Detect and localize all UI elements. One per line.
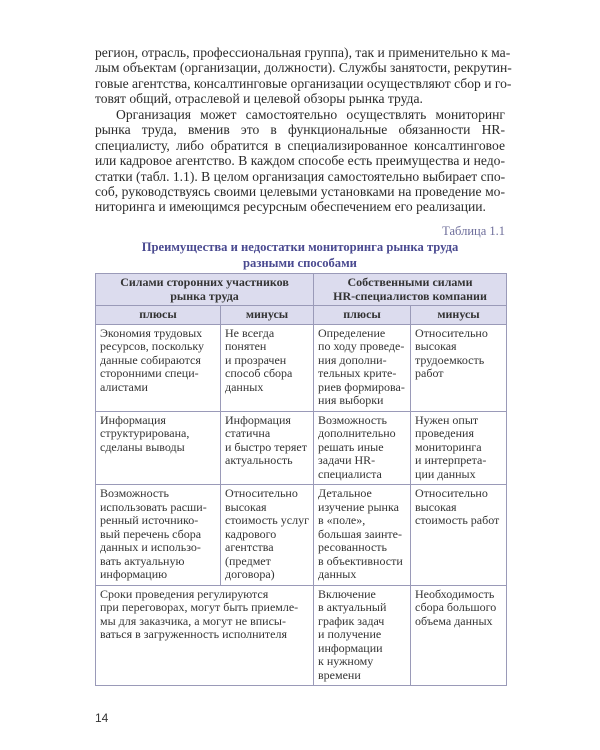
- text-line: Детальное: [318, 486, 372, 500]
- text-line: ния выборки: [318, 393, 384, 407]
- text-line: сделаны выводы: [100, 439, 185, 454]
- text-line: рынка труда, вменив это в функциональные обязанности HR-: [95, 122, 505, 138]
- text-line: Необходимость: [415, 586, 495, 601]
- table-cell: [314, 585, 411, 686]
- text-line: при переговорах, могут быть приемле-: [100, 600, 299, 614]
- text-line: вый перечень сбора: [100, 526, 202, 541]
- table-number: Таблица 1.1: [442, 224, 505, 238]
- text-line: регион, отрасль, профессиональная группа), так и применительно к ма-: [95, 45, 511, 60]
- text-line: товят общий, отраслевой и целевой обзоры рынка труда.: [95, 91, 423, 107]
- text-line: говые агентства, консалтинговые организации осуществляют сбор и го-: [95, 75, 512, 91]
- text-line: понятен: [225, 339, 267, 353]
- text-line: по ходу проведе-: [318, 339, 405, 353]
- table-cell: [314, 411, 411, 485]
- text-line: решать иные: [318, 439, 384, 454]
- table-cell: [314, 324, 411, 411]
- text-line: Относительно: [415, 486, 488, 500]
- group-header-row: [96, 274, 507, 306]
- text-line: информации: [318, 640, 383, 655]
- text-line: ренный источнико-: [100, 513, 199, 527]
- text-line: в объективности: [318, 553, 403, 568]
- sub-header-row: [96, 306, 507, 325]
- text-line: специалисту, либо обратится в специализированное консалтинговое: [95, 137, 505, 153]
- text-line: Нужен опыт: [415, 412, 479, 427]
- text-line: Возможность: [318, 412, 387, 427]
- text-line: тельных крите-: [318, 366, 397, 380]
- text-line: информацию: [100, 567, 168, 581]
- text-line: рынка труда: [170, 288, 239, 303]
- text-line: данных: [225, 379, 264, 394]
- text-line: сбора большого: [415, 600, 497, 614]
- text-line: структурирована,: [100, 426, 190, 440]
- text-line: специалиста: [318, 466, 382, 481]
- text-line: или кадровое агентство. В каждом способе есть преимущества и недо-: [95, 153, 505, 169]
- table-cell: [96, 411, 221, 485]
- text-line: риев формирова-: [318, 379, 405, 394]
- comparison-table: [95, 273, 507, 686]
- text-line: дополнительно: [318, 426, 396, 440]
- table-row: [96, 411, 507, 485]
- text-line: агентства: [225, 540, 274, 554]
- text-line: HR-специалистов компании: [333, 288, 487, 303]
- text-line: мониторинга: [415, 439, 482, 454]
- text-line: вать актуальную: [100, 553, 185, 568]
- text-line: Собственными силами: [347, 275, 473, 289]
- table-cell: [96, 324, 221, 411]
- table-cell: [96, 585, 314, 686]
- table-row: [96, 485, 507, 586]
- table-cell: [411, 585, 507, 686]
- table-caption: [95, 239, 505, 271]
- text-line: в «поле»,: [318, 513, 366, 527]
- group-header-third-party: [96, 274, 314, 306]
- text-line: сторонними специ-: [100, 366, 199, 380]
- text-line: трудоемкость: [415, 352, 485, 367]
- table-cell: [411, 411, 507, 485]
- text-line: Организация может самостоятельно осуществлять мониторинг: [116, 107, 505, 122]
- text-line: данные собираются: [100, 352, 201, 367]
- text-line: Возможность: [100, 486, 169, 500]
- table-row: [96, 324, 507, 411]
- text-line: мы для заказчика, а могут не вписы-: [100, 613, 286, 628]
- text-line: высокая: [225, 499, 267, 514]
- paragraph-2: [95, 107, 505, 215]
- text-line: ресованность: [318, 540, 387, 554]
- text-line: ваться в загруженность исполнителя: [100, 627, 287, 641]
- text-line: способ сбора: [225, 366, 293, 380]
- text-line: Включение: [318, 586, 376, 601]
- table-cell: [221, 485, 314, 586]
- text-line: статична: [225, 426, 271, 440]
- text-line: Определение: [318, 325, 386, 340]
- text-line: Силами сторонних участников: [120, 275, 289, 289]
- text-line: ниторинга и имеющимся ресурсным обеспечением его реализации.: [95, 199, 486, 215]
- text-line: Экономия трудовых: [100, 325, 203, 340]
- table-cell: [221, 411, 314, 485]
- text-line: изучение рынка: [318, 499, 399, 514]
- sub-header-cons: минусы: [411, 306, 507, 325]
- text-line: объема данных: [415, 613, 493, 628]
- text-line: данных: [318, 567, 357, 581]
- text-line: статки (табл. 1.1). В целом организация самостоятельно выбирает спо-: [95, 168, 506, 184]
- text-line: (предмет: [225, 553, 271, 568]
- text-line: в актуальный: [318, 600, 387, 614]
- text-line: актуальность: [225, 453, 293, 467]
- text-line: Сроки проведения регулируются: [100, 586, 269, 601]
- table-cell: [314, 485, 411, 586]
- caption-line: Преимущества и недостатки мониторинга рынка труда: [141, 240, 459, 254]
- text-line: и получение: [318, 627, 382, 641]
- paragraph-1: [95, 45, 512, 107]
- caption-line: разными способами: [243, 256, 357, 270]
- text-line: алистами: [100, 379, 148, 394]
- text-line: данных и использо-: [100, 540, 201, 554]
- sub-header-pros: плюсы: [96, 306, 221, 325]
- text-line: стоимость услуг: [225, 513, 310, 527]
- text-line: высокая: [415, 339, 457, 353]
- text-line: работ: [415, 366, 444, 380]
- text-line: график задач: [318, 613, 385, 628]
- table-cell: [411, 485, 507, 586]
- table-cell: [411, 324, 507, 411]
- text-line: кадрового: [225, 526, 277, 541]
- text-line: Информация: [100, 412, 166, 427]
- group-header-in-house: [314, 274, 507, 306]
- text-line: ресурсов, поскольку: [100, 339, 205, 353]
- sub-header-pros: плюсы: [314, 306, 411, 325]
- text-line: большая заинте-: [318, 526, 402, 541]
- sub-header-cons: минусы: [221, 306, 314, 325]
- text-line: проведения: [415, 426, 474, 440]
- text-line: и интерпрета-: [415, 453, 487, 467]
- page-number: 14: [95, 711, 109, 725]
- text-line: ции данных: [415, 466, 476, 481]
- text-line: договора): [225, 567, 275, 581]
- text-line: Не всегда: [225, 325, 275, 340]
- text-line: стоимость работ: [415, 513, 500, 527]
- text-line: высокая: [415, 499, 457, 514]
- text-line: к нужному: [318, 654, 374, 668]
- text-line: и прозрачен: [225, 352, 287, 367]
- text-line: лым объектам (организации, должности). Службы занятости, рекрутин-: [95, 60, 512, 76]
- table-cell: [221, 324, 314, 411]
- text-line: и быстро теряет: [225, 439, 307, 454]
- table-cell: [96, 485, 221, 586]
- text-line: задачи HR-: [318, 453, 376, 467]
- text-line: ния дополни-: [318, 352, 387, 367]
- text-line: времени: [318, 667, 361, 682]
- text-line: Относительно: [225, 486, 298, 500]
- text-line: соб, руководствуясь своими целевыми установками на проведение мо-: [95, 184, 505, 200]
- text-line: использовать расши-: [100, 499, 207, 514]
- text-line: Информация: [225, 412, 291, 427]
- table-row: [96, 585, 507, 686]
- text-line: Относительно: [415, 325, 488, 340]
